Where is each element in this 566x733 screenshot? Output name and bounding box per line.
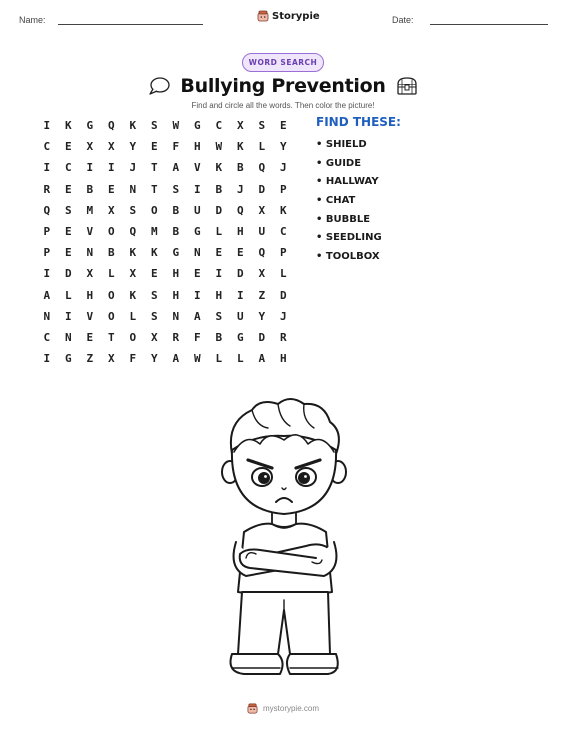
- grid-letter: T: [107, 330, 115, 344]
- grid-letter: G: [193, 225, 201, 239]
- grid-letter: J: [279, 309, 287, 323]
- grid-letter: N: [193, 246, 201, 260]
- grid-letter: O: [107, 309, 115, 323]
- grid-letter: T: [150, 161, 158, 175]
- date-line: [430, 24, 548, 25]
- grid-letter: K: [236, 140, 244, 154]
- grid-letter: N: [129, 182, 137, 196]
- grid-letter: C: [43, 140, 51, 154]
- grid-letter: X: [107, 140, 115, 154]
- grid-letter: X: [236, 119, 244, 133]
- brand: [257, 10, 320, 22]
- grid-letter: Y: [150, 352, 158, 366]
- grid-letter: G: [86, 119, 94, 133]
- page-title: Bullying Prevention: [180, 75, 386, 97]
- grid-letter: E: [64, 140, 72, 154]
- treasure-chest-icon: [396, 76, 418, 96]
- grid-letter: L: [215, 225, 223, 239]
- grid-letter: L: [258, 140, 266, 154]
- grid-letter: F: [172, 140, 180, 154]
- grid-letter: S: [150, 119, 158, 133]
- grid-letter: G: [236, 330, 244, 344]
- grid-letter: M: [150, 225, 158, 239]
- word-list-title: FIND THESE:: [316, 115, 401, 129]
- grid-letter: S: [172, 182, 180, 196]
- grid-letter: L: [236, 352, 244, 366]
- grid-letter: S: [64, 203, 72, 217]
- grid-letter: B: [172, 225, 180, 239]
- grid-letter: E: [193, 267, 201, 281]
- grid-letter: L: [64, 288, 72, 302]
- grid-letter: Z: [258, 288, 266, 302]
- grid-letter: I: [43, 119, 51, 133]
- grid-letter: C: [43, 330, 51, 344]
- grid-letter: N: [172, 309, 180, 323]
- grid-letter: X: [258, 267, 266, 281]
- word-list-item: • SHIELD: [316, 136, 382, 155]
- grid-letter: E: [279, 119, 287, 133]
- grid-letter: K: [129, 119, 137, 133]
- grid-letter: T: [150, 182, 158, 196]
- grid-letter: C: [279, 225, 287, 239]
- grid-letter: W: [193, 352, 201, 366]
- grid-letter: C: [64, 161, 72, 175]
- grid-letter: I: [215, 267, 223, 281]
- grid-letter: L: [129, 309, 137, 323]
- grid-letter: X: [107, 352, 115, 366]
- grid-letter: G: [64, 352, 72, 366]
- grid-letter: L: [279, 267, 287, 281]
- grid-letter: H: [236, 225, 244, 239]
- grid-letter: X: [258, 203, 266, 217]
- grid-letter: D: [215, 203, 223, 217]
- grid-letter: H: [172, 288, 180, 302]
- grid-letter: A: [258, 352, 266, 366]
- grid-letter: R: [279, 330, 287, 344]
- grid-letter: D: [236, 267, 244, 281]
- grid-letter: D: [279, 288, 287, 302]
- grid-letter: I: [43, 161, 51, 175]
- grid-letter: Q: [107, 119, 115, 133]
- grid-letter: I: [193, 182, 201, 196]
- grid-letter: X: [86, 267, 94, 281]
- letter-grid: [36, 115, 294, 369]
- name-label: Name:: [19, 15, 46, 25]
- grid-letter: Q: [258, 161, 266, 175]
- grid-letter: F: [193, 330, 201, 344]
- grid-letter: H: [215, 288, 223, 302]
- grid-letter: G: [172, 246, 180, 260]
- grid-letter: R: [172, 330, 180, 344]
- grid-letter: P: [279, 246, 287, 260]
- word-list-item: • CHAT: [316, 192, 382, 211]
- grid-letter: Q: [129, 225, 137, 239]
- storypie-footer-icon: [247, 703, 258, 714]
- footer-url: mystorypie.com: [262, 704, 319, 713]
- grid-letter: A: [43, 288, 51, 302]
- grid-letter: O: [107, 288, 115, 302]
- storypie-logo-icon: [257, 10, 269, 22]
- word-list-item: • TOOLBOX: [316, 248, 382, 267]
- word-list-item: • HALLWAY: [316, 173, 382, 192]
- grid-letter: D: [258, 182, 266, 196]
- word-list-item: • GUIDE: [316, 155, 382, 174]
- grid-letter: A: [172, 352, 180, 366]
- grid-letter: D: [64, 267, 72, 281]
- brand-name: Storypie: [272, 10, 320, 22]
- grid-letter: B: [172, 203, 180, 217]
- grid-letter: I: [193, 288, 201, 302]
- grid-letter: V: [193, 161, 201, 175]
- word-list-item: • SEEDLING: [316, 229, 382, 248]
- grid-letter: E: [64, 182, 72, 196]
- grid-letter: B: [236, 161, 244, 175]
- grid-letter: S: [150, 309, 158, 323]
- grid-letter: X: [129, 267, 137, 281]
- grid-letter: S: [129, 203, 137, 217]
- grid-letter: I: [64, 309, 72, 323]
- grid-letter: O: [150, 203, 158, 217]
- grid-letter: A: [193, 309, 201, 323]
- grid-letter: F: [129, 352, 137, 366]
- grid-letter: H: [86, 288, 94, 302]
- grid-letter: G: [193, 119, 201, 133]
- grid-letter: J: [279, 161, 287, 175]
- grid-letter: E: [215, 246, 223, 260]
- grid-letter: Q: [258, 246, 266, 260]
- grid-letter: I: [107, 161, 115, 175]
- word-list-item: • BUBBLE: [316, 211, 382, 230]
- grid-letter: S: [150, 288, 158, 302]
- grid-letter: V: [86, 309, 94, 323]
- grid-letter: H: [193, 140, 201, 154]
- word-list: [316, 136, 382, 267]
- footer: [0, 703, 566, 714]
- grid-letter: U: [236, 309, 244, 323]
- grid-letter: U: [258, 225, 266, 239]
- grid-letter: P: [43, 225, 51, 239]
- grid-letter: N: [64, 330, 72, 344]
- grid-letter: A: [172, 161, 180, 175]
- worksheet-header: [0, 0, 566, 40]
- grid-letter: Q: [236, 203, 244, 217]
- grid-letter: K: [215, 161, 223, 175]
- grid-letter: K: [129, 246, 137, 260]
- grid-letter: V: [86, 225, 94, 239]
- grid-letter: J: [236, 182, 244, 196]
- title-row: [0, 73, 566, 99]
- grid-letter: B: [215, 330, 223, 344]
- grid-letter: O: [107, 225, 115, 239]
- grid-letter: K: [279, 203, 287, 217]
- grid-letter: K: [129, 288, 137, 302]
- grid-letter: R: [43, 182, 51, 196]
- grid-letter: E: [86, 330, 94, 344]
- grid-letter: B: [107, 246, 115, 260]
- grid-letter: X: [86, 140, 94, 154]
- grid-letter: B: [86, 182, 94, 196]
- grid-letter: P: [43, 246, 51, 260]
- grid-letter: O: [129, 330, 137, 344]
- grid-letter: K: [64, 119, 72, 133]
- grid-letter: I: [86, 161, 94, 175]
- grid-letter: N: [86, 246, 94, 260]
- coloring-picture-boy: [190, 392, 380, 682]
- grid-letter: E: [236, 246, 244, 260]
- grid-letter: X: [107, 203, 115, 217]
- grid-letter: Z: [86, 352, 94, 366]
- grid-letter: L: [215, 352, 223, 366]
- grid-letter: Y: [279, 140, 287, 154]
- grid-letter: U: [193, 203, 201, 217]
- grid-letter: M: [86, 203, 94, 217]
- grid-letter: E: [150, 140, 158, 154]
- date-label: Date:: [392, 15, 414, 25]
- category-badge: WORD SEARCH: [242, 53, 324, 72]
- grid-letter: Q: [43, 203, 51, 217]
- grid-letter: I: [43, 267, 51, 281]
- grid-letter: J: [129, 161, 137, 175]
- grid-letter: X: [150, 330, 158, 344]
- grid-letter: I: [43, 352, 51, 366]
- grid-letter: H: [172, 267, 180, 281]
- grid-letter: B: [215, 182, 223, 196]
- grid-letter: E: [150, 267, 158, 281]
- name-line: [58, 24, 203, 25]
- grid-letter: W: [172, 119, 180, 133]
- grid-letter: E: [64, 225, 72, 239]
- grid-letter: C: [215, 119, 223, 133]
- grid-letter: Y: [258, 309, 266, 323]
- grid-letter: Y: [129, 140, 137, 154]
- grid-letter: S: [215, 309, 223, 323]
- grid-letter: N: [43, 309, 51, 323]
- grid-letter: H: [279, 352, 287, 366]
- speech-bubble-icon: [148, 76, 170, 96]
- grid-letter: I: [236, 288, 244, 302]
- grid-letter: D: [258, 330, 266, 344]
- grid-letter: W: [215, 140, 223, 154]
- grid-letter: P: [279, 182, 287, 196]
- grid-letter: K: [150, 246, 158, 260]
- grid-letter: E: [64, 246, 72, 260]
- grid-letter: S: [258, 119, 266, 133]
- grid-letter: E: [107, 182, 115, 196]
- grid-letter: L: [107, 267, 115, 281]
- instructions: Find and circle all the words. Then color the picture!: [191, 101, 375, 110]
